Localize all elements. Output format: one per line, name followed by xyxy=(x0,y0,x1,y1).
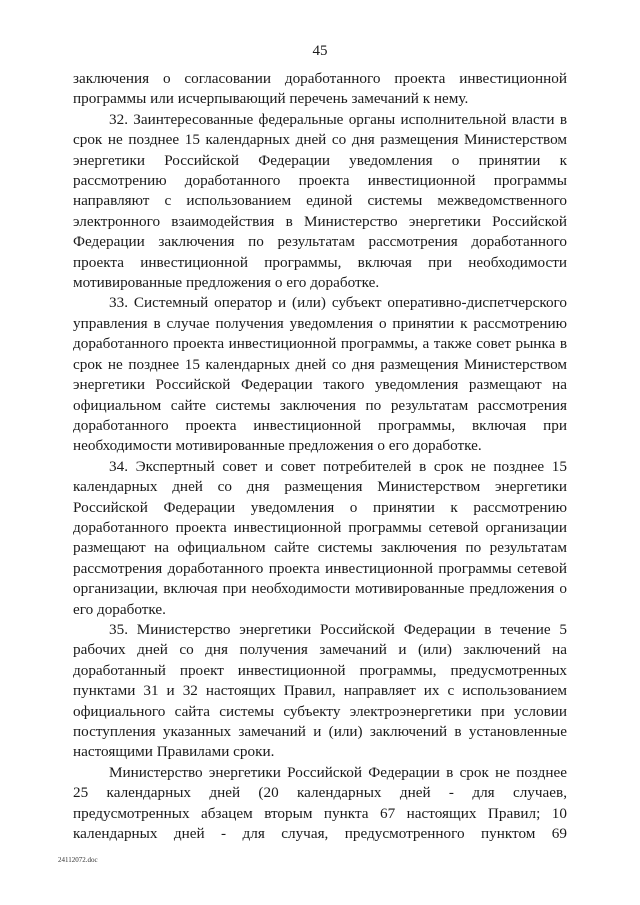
page-number: 45 xyxy=(312,43,328,59)
paragraph-35: 35. Министерство энергетики Российской Федерации в течение 5 рабочих дней со дня получения замечаний и (или) заключений на доработанный проект инвестиционной программы, предусмотренных пунктами 31 и 32 настоящих Правил, направляет их с использованием официального сайта системы субъекту электроэнергетики при условии поступления указанных замечаний и (или) заключений в установленные настоящими Правилами сроки. xyxy=(73,620,567,761)
paragraph-33: 33. Системный оператор и (или) субъект оперативно-диспетчерского управления в случае получения уведомления о принятии к рассмотрению доработанного проекта инвестиционной программы, а также совет рынка в срок не позднее 15 календарных дней со дня размещения Министерством энергетики Российской Федерации такого уведомления размещают на официальном сайте системы заключения по результатам рассмотрения доработанного проекта инвестиционной программы, включая при необходимости мотивированные предложения о его доработке. xyxy=(73,294,567,455)
paragraph-35-continued: Министерство энергетики Российской Федерации в срок не позднее 25 календарных дней (20 календарных дней - для случаев, предусмотренных абзацем вторым пункта 67 настоящих Правил; 10 календарных дней - для случая, предусмотренного пунктом 69 xyxy=(73,763,567,843)
paragraph-continuation: заключения о согласовании доработанного проекта инвестиционной программы или исчерпывающий перечень замечаний к нему. xyxy=(73,70,567,108)
footer-filename: 24112072.doc xyxy=(58,856,98,864)
paragraph-34: 34. Экспертный совет и совет потребителей в срок не позднее 15 календарных дней со дня размещения Министерством энергетики Российской Федерации уведомления о принятии к рассмотрению доработанного проекта инвестиционной программы сетевой организации размещают на официальном сайте системы заключения по результатам рассмотрения доработанного проекта инвестиционной программы сетевой организации, включая при необходимости мотивированные предложения о его доработке. xyxy=(73,457,567,618)
document-body xyxy=(73,69,567,844)
paragraph-32: 32. Заинтересованные федеральные органы исполнительной власти в срок не позднее 15 календарных дней со дня размещения Министерством энергетики Российской Федерации уведомления о принятии к рассмотрению доработанного проекта инвестиционной программы направляют с использованием единой системы межведомственного электронного взаимодействия в Министерство энергетики Российской Федерации заключения по результатам рассмотрения доработанного проекта инвестиционной программы, включая при необходимости мотивированные предложения о его доработке. xyxy=(73,110,567,292)
